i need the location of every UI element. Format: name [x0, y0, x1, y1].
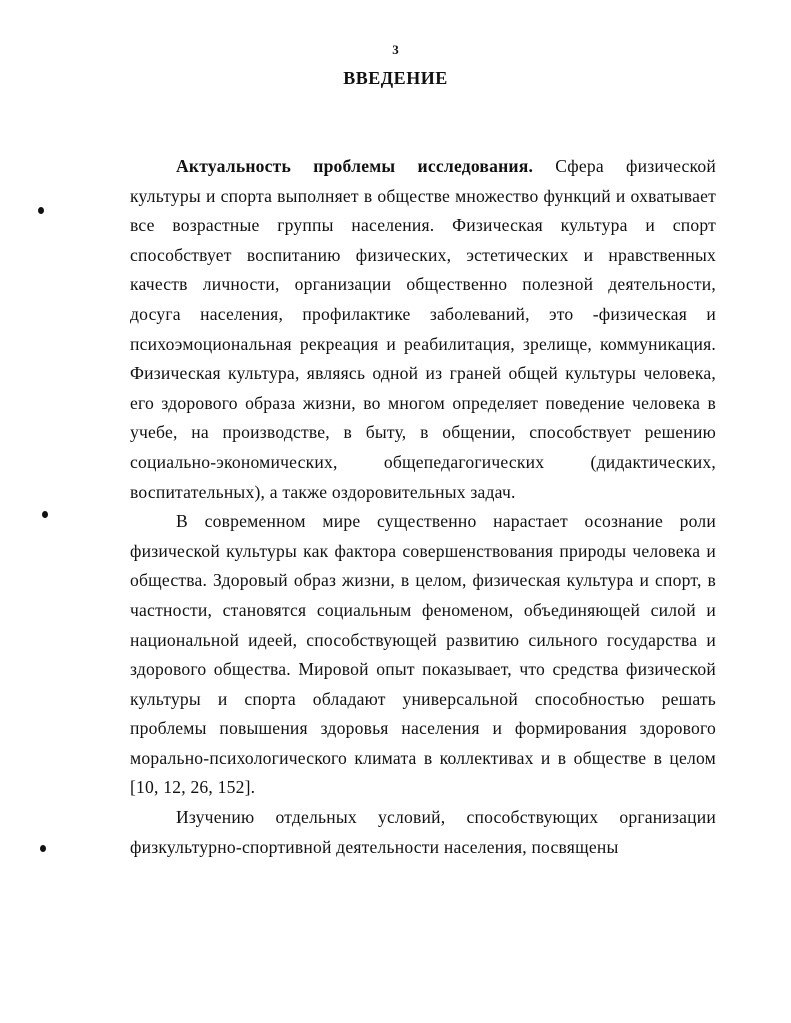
margin-mark: [42, 511, 48, 518]
paragraph-studies: Изучению отдельных условий, способствующих организации физкультурно-спортивной деятельности населения, посвящены: [130, 807, 716, 857]
paragraph-relevance: [130, 152, 716, 507]
paragraph-lead: Актуальность проблемы исследования.: [176, 156, 534, 176]
margin-mark: [38, 207, 44, 214]
page-title: ВВЕДЕНИЕ: [343, 68, 448, 88]
page-number: 3: [392, 42, 399, 57]
body-text: [130, 152, 716, 862]
paragraph-modern-world: В современном мире существенно нарастает осознание роли физической культуры как фактора совершенствования природы человека и общества. Здоровый образ жизни, в целом, физическая культура и спорт, в частности, становятся социальным феноменом, объединяющей силой и национальной идеей, способствующей развитию сильного государства и здорового общества. Мировой опыт показывает, что средства физической культуры и спорта обладают универсальной способностью решать проблемы повышения здоровья населения и формирования здорового морально-психологического климата в коллективах и в обществе в целом [10, 12, 26, 152].: [130, 511, 716, 798]
paragraph-text: Сфера физической культуры и спорта выполняет в обществе множество функций и охватывает все возрастные группы населения. Физическая культура и спорт способствует воспитанию физических, эстетических и нравственных качеств личности, организации общественно полезной деятельности, досуга населения, профилактике заболеваний, это -физическая и психоэмоциональная рекреация и реабилитация, зрелище, коммуникация. Физическая культура, являясь одной из граней общей культуры человека, его здорового образа жизни, во многом определяет поведение человека в учебе, на производстве, в быту, в общении, способствует решению социально-экономических, общепедагогических (дидактических, воспитательных), а также оздоровительных задач.: [130, 156, 716, 502]
margin-mark: [40, 845, 46, 852]
